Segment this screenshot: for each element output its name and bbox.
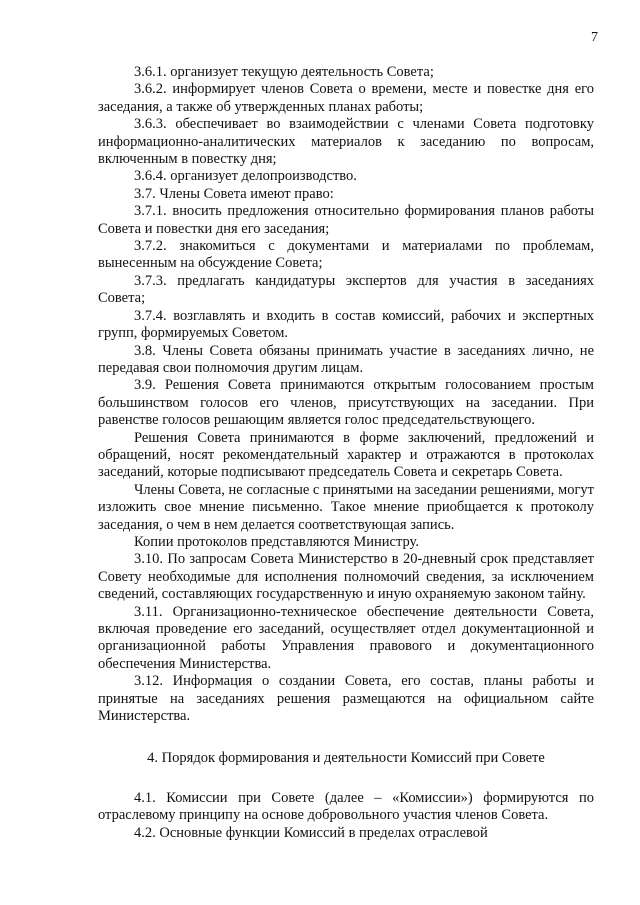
paragraph-3-8: 3.8. Члены Совета обязаны принимать участие в заседаниях лично, не передавая свои полномочия другим лицам. — [98, 342, 594, 376]
paragraph-3-7-4: 3.7.4. возглавлять и входить в состав комиссий, рабочих и экспертных групп, формируемых Советом. — [98, 307, 594, 342]
paragraph-3-6-2: 3.6.2. информирует членов Совета о времени, месте и повестке дня его заседания, а также об утвержденных планах работы; — [98, 81, 594, 115]
paragraph-protocol-copies: Копии протоколов представляются Министру. — [134, 533, 419, 550]
paragraph-decisions-form: Решения Совета принимаются в форме заключений, предложений и обращений, носят рекомендательный характер и отражаются в протоколах заседаний, которые подписывают председатель Совета и секретарь Совета. — [98, 429, 594, 481]
paragraph-3-7-2: 3.7.2. знакомиться с документами и материалами по проблемам, вынесенным на обсуждение Совета; — [98, 238, 594, 272]
paragraph-3-7-3: 3.7.3. предлагать кандидатуры экспертов для участия в заседаниях Совета; — [98, 272, 594, 307]
paragraph-3-7: 3.7. Члены Совета имеют право: — [134, 185, 334, 202]
paragraph-3-6-4: 3.6.4. организует делопроизводство. — [134, 168, 357, 185]
page-number: 7 — [591, 30, 598, 45]
paragraph-4-2: 4.2. Основные функции Комиссий в пределах отраслевой — [134, 824, 488, 841]
paragraph-3-7-1: 3.7.1. вносить предложения относительно формирования планов работы Совета и повестки дня его заседания; — [98, 203, 594, 237]
section-heading: 4. Порядок формирования и деятельности Комиссий при Совете — [147, 750, 545, 767]
paragraph-4-1: 4.1. Комиссии при Совете (далее – «Комиссии») формируются по отраслевому принципу на основе добровольного участия членов Совета. — [98, 789, 594, 824]
paragraph-3-11: 3.11. Организационно-техническое обеспечение деятельности Совета, включая проведение его заседаний, осуществляет отдел документационной и организационной работы Управления правового и документационного обеспечения Министерства. — [98, 603, 594, 672]
paragraph-3-12: 3.12. Информация о создании Совета, его состав, планы работы и принятые на заседаниях решения размещаются на официальном сайте Министерства. — [98, 673, 594, 725]
document-body — [98, 64, 594, 842]
paragraph-3-10: 3.10. По запросам Совета Министерство в 20-дневный срок представляет Совету необходимые для исполнения полномочий сведения, за исключением сведений, составляющих государственную и иную охраняемую законом тайну. — [98, 551, 594, 603]
paragraph-3-6-3: 3.6.3. обеспечивает во взаимодействии с членами Совета подготовку информационно-аналитических материалов к заседанию по вопросам, включенным в повестку дня; — [98, 116, 594, 168]
paragraph-3-9: 3.9. Решения Совета принимаются открытым голосованием простым большинством голосов его членов, присутствующих на заседании. При равенстве голосов решающим является голос председательствующего. — [98, 377, 594, 429]
paragraph-3-6-1: 3.6.1. организует текущую деятельность Совета; — [134, 64, 434, 80]
paragraph-dissenting-opinion: Члены Совета, не согласные с принятыми на заседании решениями, могут изложить свое мнение письменно. Такое мнение приобщается к протоколу заседания, о чем в нем делается соответствующая запись. — [98, 481, 595, 533]
